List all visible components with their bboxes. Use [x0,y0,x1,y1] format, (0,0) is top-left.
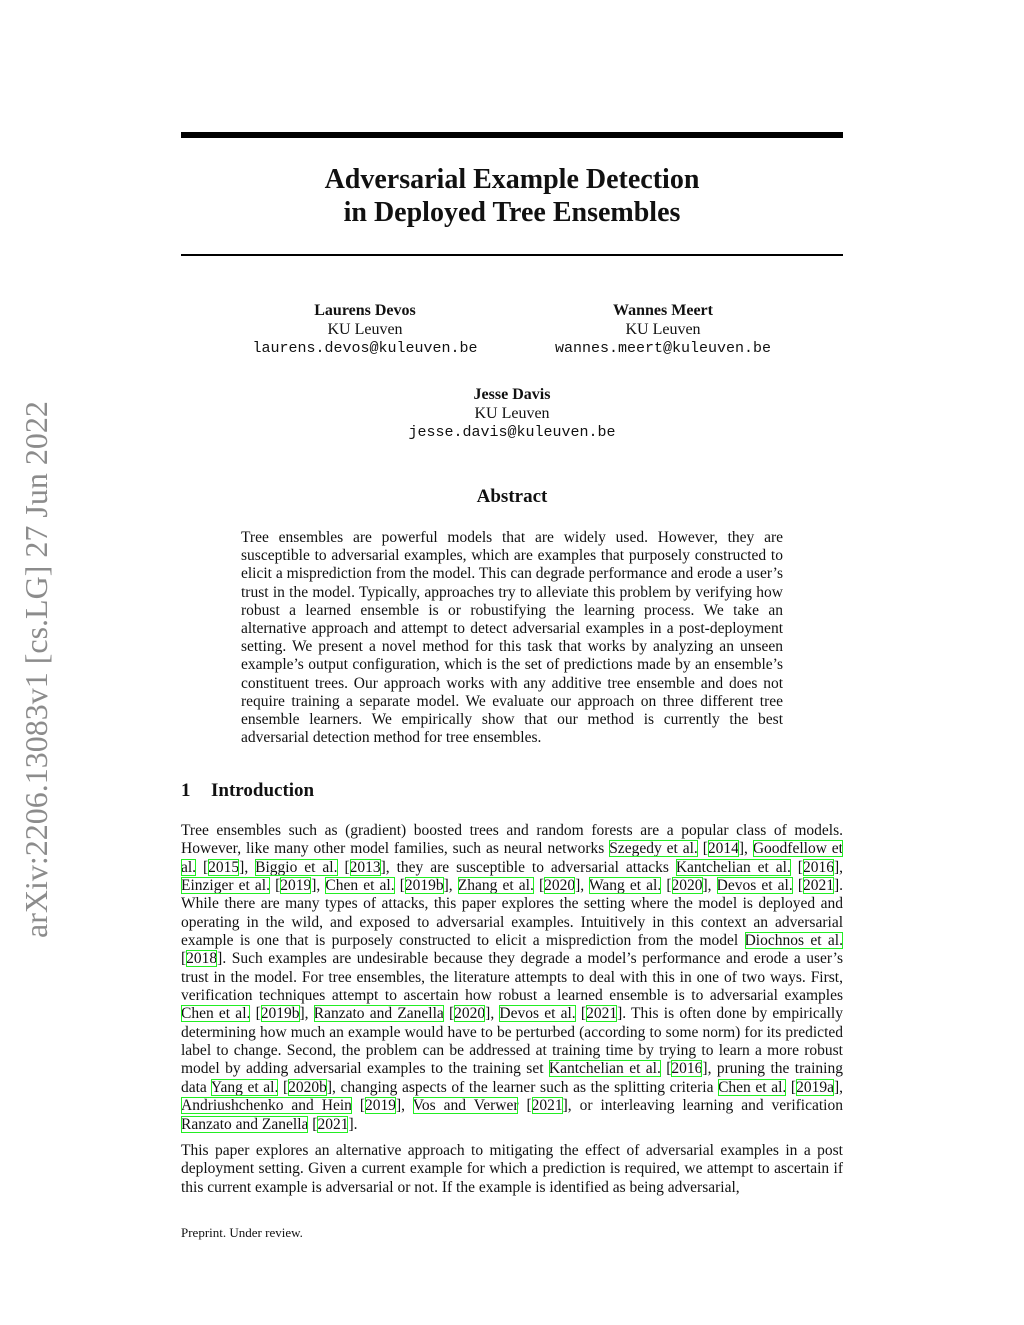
author-affiliation: KU Leuven [625,321,701,338]
footer-note: Preprint. Under review. [181,1225,303,1240]
author-email[interactable]: jesse.davis@kuleuven.be [408,424,616,441]
body-text: ], or interleaving learning and verification [562,1097,843,1115]
body-text: [ [443,1005,455,1023]
author-block [352,385,672,442]
author-block [205,301,525,358]
title-bottom-rule [181,254,843,256]
citation-link[interactable]: 2019a [796,1078,834,1096]
abstract-heading: Abstract [476,486,548,507]
citation-link[interactable]: 2016 [671,1060,703,1078]
citation-link[interactable]: 2021 [317,1115,349,1133]
body-text: ], [702,877,717,895]
body-text: [ [337,858,350,876]
body-text: [ [533,877,545,895]
citation-link[interactable]: 2019 [280,877,312,895]
citation-link[interactable]: Ranzato and Zanella [181,1115,309,1133]
citation-link[interactable]: 2019b [260,1005,300,1023]
body-text: ], [833,858,843,876]
body-text: ]. [348,1115,358,1133]
citation-link[interactable]: Goodfellow et al. [181,840,843,876]
abstract-text: Tree ensembles are powerful models that are widely used. However, they are susceptible to adversarial examples, which are examples that purposely constructed to elicit a misprediction from the model. This can degrade performance and erode a user’s trust in the model. Typically, approaches try to alleviate this problem by verifying how robust a learned ensemble is or robustifying the learning process. We take an alternative approach and attempt to detect adversarial examples in a post-deployment setting. We present a novel method for this task that works by analyzing an unseen example’s output configuration, which is the set of predictions made by an ensemble’s constituent trees. Our approach works with any additive tree ensemble and does not require training a separate model. We evaluate our approach on three different tree ensemble learners. We empirically show that our method is currently the best adversarial detection method for tree ensembles. [241,529,783,747]
body-text: ], [485,1005,500,1023]
body-text: [ [786,1078,797,1096]
citation-link[interactable]: Ranzato and Zanella [313,1005,444,1023]
paper-title [181,163,843,229]
body-text: [ [269,877,281,895]
citation-link[interactable]: Szegedy et al. [609,840,698,858]
citation-link[interactable]: 2018 [186,950,218,968]
author-name: Jesse Davis [473,386,551,403]
author-email[interactable]: laurens.devos@kuleuven.be [252,340,478,357]
body-text: ], [443,877,458,895]
title-top-rule [181,132,843,138]
section-title: Introduction [211,780,315,801]
intro-paragraph-2: This paper explores an alternative approach to mitigating the effect of adversarial examples in a post deployment setting. Given a current example for which a prediction is required, we attempt to ascertain if this current example is adversarial or not. If the example is identified as being adversarial, [181,1142,843,1196]
citation-link[interactable]: Diochnos et al. [744,932,843,950]
body-text: [ [394,877,405,895]
body-text: ]. While there are many types of attacks, this paper explores the setting where the model is deployed and operating in the wild, and exposed to adversarial examples. Intuitively in this context an adversarial example is one that is purposely constructed to elicit a misprediction from the model [181,877,844,950]
citation-link[interactable]: 2014 [707,840,739,858]
author-affiliation: KU Leuven [474,405,550,422]
author-block [503,301,823,358]
citation-link[interactable]: 2020b [288,1078,327,1096]
body-text: ]. This is often done by empirically determining how much an example would have to be perturbed (according to some norm) for its predicted label to change. Second, the problem can be addressed at training time by trying to learn a more robust model by adding adversarial examples to the training set [181,1005,843,1078]
citation-link[interactable]: Kantchelian et al. [675,858,791,876]
citation-link[interactable]: 2019b [404,877,444,895]
body-text: [ [661,877,672,895]
citation-link[interactable]: Devos et al. [716,877,793,895]
author-name: Laurens Devos [314,302,416,319]
citation-link[interactable]: Kantchelian et al. [548,1060,661,1078]
body-text: [ [518,1097,532,1115]
citation-link[interactable]: Yang et al. [210,1078,279,1096]
body-text: ], [738,840,753,858]
body-text: ]. Such examples are undesirable because they degrade a model’s performance and erode a user’s trust in the model. For tree ensembles, the literature attempts to deal with this in one of two ways. First, verification techniques attempt to ascertain how robust a learned ensemble is to adversarial examples [181,950,843,1005]
body-text: ], [833,1078,843,1096]
body-text: ], [239,858,256,876]
citation-link[interactable]: 2020 [544,877,576,895]
author-email[interactable]: wannes.meert@kuleuven.be [554,340,772,357]
body-text: [ [250,1005,261,1023]
citation-link[interactable]: Wang et al. [589,877,662,895]
author-name: Wannes Meert [613,302,713,319]
title-line-2: in Deployed Tree Ensembles [343,197,681,228]
body-text: ], [311,877,326,895]
citation-link[interactable]: 2013 [349,858,381,876]
arxiv-identifier-stamp: arXiv:2206.13083v1 [cs.LG] 27 Jun 2022 [18,401,54,938]
body-text: ], changing aspects of the learner such as the splitting criteria [326,1078,719,1096]
citation-link[interactable]: 2019 [365,1097,397,1115]
citation-link[interactable]: Chen et al. [325,877,395,895]
citation-link[interactable]: 2020 [454,1005,486,1023]
citation-link[interactable]: 2015 [208,858,240,876]
body-text: [ [308,1115,318,1133]
intro-paragraph-1 [181,822,843,1134]
citation-link[interactable]: Chen et al. [181,1005,251,1023]
body-text: [ [575,1005,587,1023]
body-text: ], pruning the training data [181,1060,843,1096]
body-text: ], [575,877,589,895]
body-text: [ [697,840,708,858]
body-text: ], they are susceptible to adversarial attacks [380,858,676,876]
citation-link[interactable]: Einziger et al. [181,877,270,895]
body-text: ], [299,1005,314,1023]
citation-link[interactable]: Biggio et al. [255,858,338,876]
body-text: [ [792,877,804,895]
citation-link[interactable]: 2021 [803,877,835,895]
body-text: [ [196,858,209,876]
citation-link[interactable]: Vos and Verwer [412,1097,519,1115]
citation-link[interactable]: Chen et al. [718,1078,787,1096]
section-heading [181,780,314,802]
citation-link[interactable]: Zhang et al. [457,877,534,895]
body-text: ], [396,1097,413,1115]
citation-link[interactable]: 2016 [802,858,834,876]
body-text: [ [790,858,803,876]
body-text: [ [351,1097,366,1115]
section-number: 1 [181,780,191,801]
title-line-1: Adversarial Example Detection [324,164,700,195]
citation-link[interactable]: 2020 [671,877,703,895]
body-text: [ [660,1060,672,1078]
citation-link[interactable]: 2021 [586,1005,618,1023]
body-text: [ [278,1078,289,1096]
body-text: Tree ensembles such as (gradient) boosted trees and random forests are a popular class of models. However, like many other model families, such as neural networks [181,822,843,858]
body-text: [ [181,950,187,968]
citation-link[interactable]: 2021 [531,1097,563,1115]
citation-link[interactable]: Devos et al. [499,1005,576,1023]
author-affiliation: KU Leuven [327,321,403,338]
citation-link[interactable]: Andriushchenko and Hein [181,1097,352,1115]
